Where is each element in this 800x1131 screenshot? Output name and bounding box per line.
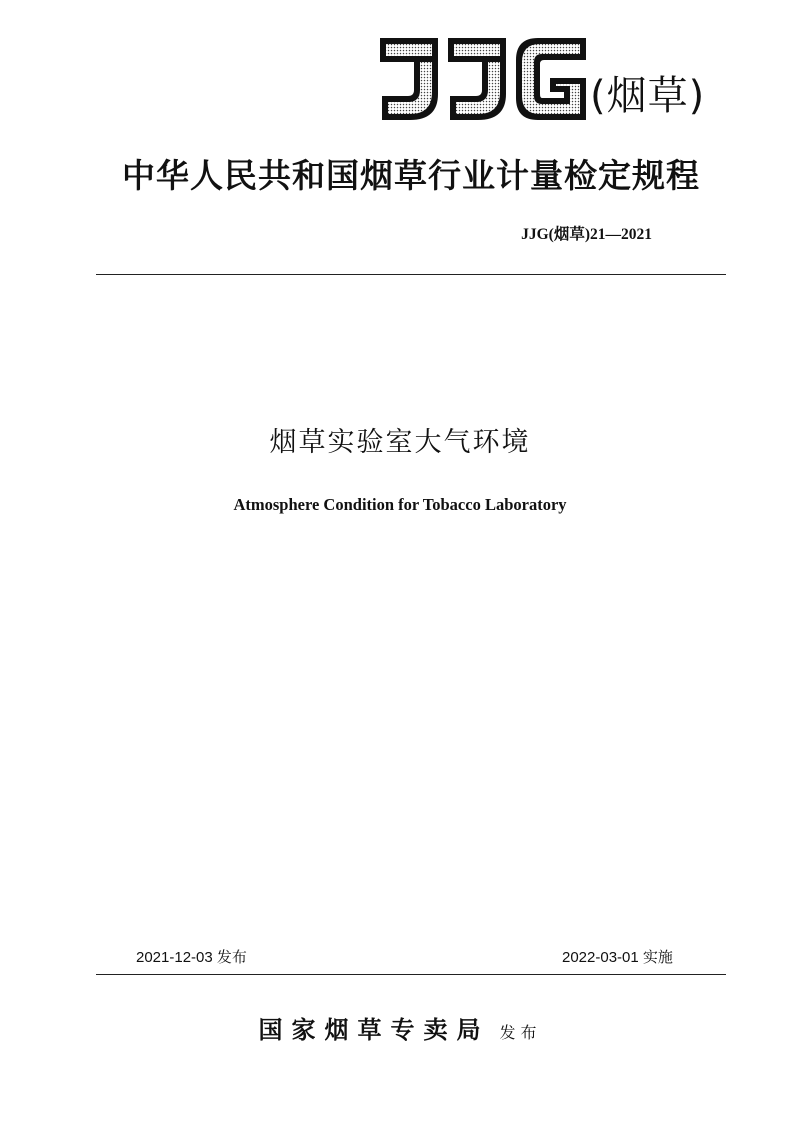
issuer-verb: 发布 (499, 1023, 542, 1042)
issuer-name: 国家烟草专卖局 (258, 1015, 490, 1044)
issue-date: 2021-12-03 发布 (136, 949, 247, 966)
jjg-logo (378, 34, 723, 124)
issuer-line (0, 1010, 800, 1045)
logo-letter-j1 (380, 38, 438, 120)
implementation-date: 2022-03-01 实施 (562, 949, 673, 966)
logo-letter-g (516, 38, 586, 120)
logo-letter-j2 (448, 38, 506, 120)
jjg-logo-mark (378, 34, 588, 124)
bottom-divider (96, 974, 726, 975)
document-title-chinese: 烟草实验室大气环境 (269, 427, 531, 458)
logo-suffix: (烟草) (590, 73, 706, 119)
standard-number: JJG(烟草)21—2021 (521, 226, 652, 243)
top-divider (96, 274, 726, 275)
standard-class-heading: 中华人民共和国烟草行业计量检定规程 (122, 156, 700, 195)
document-title-english: Atmosphere Condition for Tobacco Laboratory (233, 495, 567, 514)
